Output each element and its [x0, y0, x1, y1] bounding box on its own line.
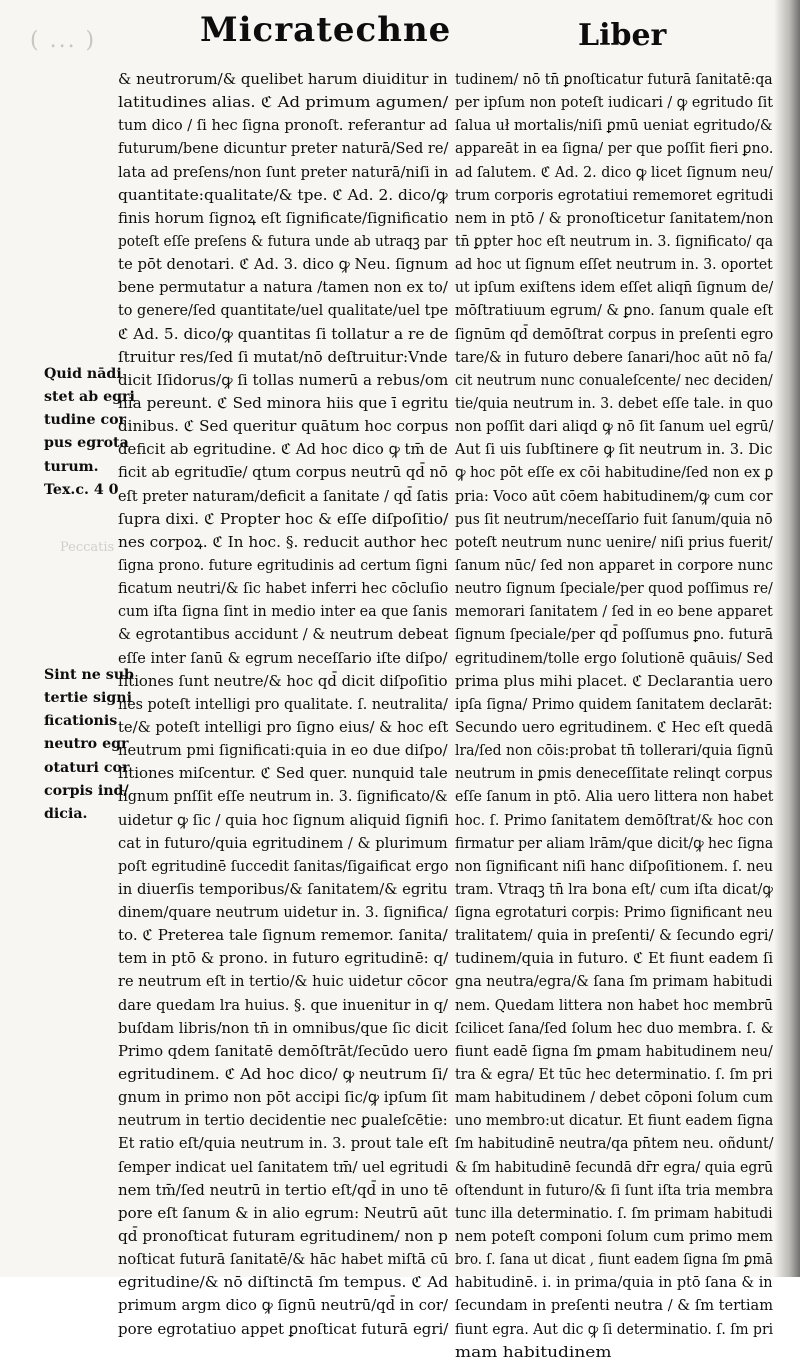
marginal-note-line: Sint ne sub: [44, 667, 134, 683]
text-line: tie/quia neutrum in. 3. debet eſſe tale. in quo: [455, 393, 774, 412]
text-line: bene permutatur a natura /tamen non ex to/: [118, 278, 448, 297]
text-line: noſticat futurā ſanitatē/& hāc habet miſtā cū: [118, 1250, 449, 1269]
text-line: neutrum in tertio decidentie nec ꝑualeſcētie:: [118, 1111, 448, 1130]
text-line: neutrum pmi ſignificati:quia in eo due diſpo/: [118, 741, 448, 760]
marginal-note-line: neutro egr: [44, 736, 129, 753]
text-line: per ipſum non poteſt iudicari / ꝙ egritudo ſit: [455, 93, 773, 112]
text-line: & ſm habitudinē ſecundā dr̄r egra/ quia egrū: [455, 1157, 773, 1176]
text-line: futurum/bene dicuntur preter naturā/Sed re/: [118, 139, 449, 158]
right-text-column: [455, 68, 773, 1364]
text-line: ficatum neutri/& ſic habet inferri hec cōcluſio: [118, 579, 449, 598]
text-line: non ſignificant niſi hanc diſpoſitionem. ſ. neu: [455, 856, 773, 875]
text-line: ſemper indicat uel ſanitatem tm̄/ uel egritudi: [118, 1157, 448, 1176]
text-line: buſdam libris/non tn̄ in omnibus/que ſic dicit: [118, 1018, 449, 1037]
text-line: pus ſit neutrum/neceſſario fuit ſanum/quia nō: [455, 509, 773, 528]
running-head-left: Micratechne: [200, 10, 452, 50]
text-line: ad ſalutem. ℭ Ad. 2. dico ꝙ licet ſignum neu/: [455, 162, 773, 181]
text-line: cum iſta ſigna ſint in medio inter ea que ſanis: [118, 602, 448, 621]
marginal-note-line: tudine cor: [44, 412, 127, 429]
marginal-note-line: turum.: [44, 458, 99, 475]
text-line: Et ratio eſt/quia neutrum in. 3. prout tale eſt: [118, 1134, 449, 1153]
bleed-through-text: ( ... ): [30, 28, 97, 53]
text-line: ſitiones ſunt neutre/& hoc qd̄ dicit diſpoſitio: [118, 671, 448, 690]
text-line: gna neutra/egra/& ſana ſm primam habitudi: [455, 972, 773, 991]
text-line: Aut ſi uis ſubſtinere ꝙ ſit neutrum in. 3. Dic: [455, 440, 773, 459]
text-line: nes corpoꝝ. ℭ In hoc. §. reducit author hec: [118, 532, 448, 551]
text-line: poteſt eſſe preſens & futura unde ab utraqꝫ par: [118, 231, 448, 250]
text-line: trum corporis egrotatiui rememoret egritudi: [455, 185, 774, 204]
marginal-note-line: corpis ind/: [44, 782, 129, 799]
text-line: in diuerſis temporibus/& ſanitatem/& egritu: [118, 879, 448, 898]
text-line: ſigna prono. future egritudinis ad certum ſigni: [118, 555, 448, 574]
text-line: to genere/ſed quantitate/uel qualitate/uel tpe: [118, 301, 449, 320]
text-line: egritudinem. ℭ Ad hoc dico/ ꝙ neutrum ſi/: [118, 1065, 448, 1084]
text-line: & egrotantibus accidunt / & neutrum debeat: [118, 625, 449, 644]
text-line: bro. ſ. ſana ut dicat , fiunt eadem ſigna ſm ꝑmā: [455, 1250, 773, 1269]
text-line: mōſtratiuum egrum/ & ꝑno. ſanum quale eſt: [455, 301, 774, 320]
text-line: re neutrum eſt in tertio/& huic uidetur cōcor: [118, 972, 448, 991]
text-line: eſſe ſanum in ptō. Alia uero littera non habet: [455, 787, 774, 806]
text-line: ſignūm qd̄ demōſtrat corpus in preſenti egro: [455, 324, 774, 343]
text-line: nia pereunt. ℭ Sed minora hiis que ī egritu: [118, 393, 449, 412]
text-line: nem in ptō / & pronoſticetur ſanitatem/non: [455, 208, 774, 227]
text-line: firmatur per aliam lrām/que dicit/ꝙ hec ſigna: [455, 833, 774, 852]
text-line: qd̄ pronoſticat futuram egritudinem/ non p: [118, 1227, 448, 1246]
ghost-marginal-text: Peccatis: [60, 540, 115, 555]
text-line: Secundo uero egritudinem. ℭ Hec eſt quedā: [455, 717, 774, 736]
text-line: dicit Iſidorus/ꝙ ſi tollas numerū a rebus/om: [118, 370, 449, 389]
text-line: lata ad preſens/non ſunt preter naturā/niſi in: [118, 162, 449, 181]
text-line: tra & egra/ Et tūc hec determinatio. ſ. ſm pri: [455, 1065, 773, 1084]
text-line: ſtruitur res/ſed ſi mutat/nō deſtruitur:Vnde: [118, 347, 448, 366]
text-line: prima plus mihi placet. ℭ Declarantia uero: [455, 671, 773, 690]
text-line: neutrum in ꝑmis deneceſſitate relinqt corpus: [455, 764, 773, 783]
text-line: ſignum pnſſit eſſe neutrum in. 3. ſignificato/&: [118, 787, 448, 806]
text-line: tare/& in futuro debere ſanari/hoc aūt nō fa/: [455, 347, 773, 366]
text-line: eſt preter naturam/deficit a ſanitate / qd̄ ſatis: [118, 486, 449, 505]
text-line: memorari ſanitatem / ſed in eo bene apparet: [455, 602, 773, 621]
text-line: ſcilicet ſana/ſed ſolum hec duo membra. ſ. &: [455, 1018, 774, 1037]
marginal-note-line: tertie signi: [44, 690, 132, 707]
text-line: deficit ab egritudine. ℭ Ad hoc dico ꝙ tm̄ de: [118, 440, 448, 459]
text-line: ad hoc ut ſignum eſſet neutrum in. 3. oportet: [455, 255, 773, 274]
text-line: oſtendunt in futuro/& ſi ſunt iſta tria membra: [455, 1180, 774, 1199]
text-line: dinem/quare neutrum uidetur in. 3. ſignifica/: [118, 903, 449, 922]
text-line: fiunt eadē ſigna ſm ꝑmam habitudinem neu/: [455, 1041, 773, 1060]
text-line: pria: Voco aūt cōem habitudinem/ꝙ cum cor: [455, 486, 773, 505]
text-line: fiunt egra. Aut dic ꝙ ſi determinatio. ſ. ſm pri: [455, 1319, 774, 1338]
text-line: Primo qdem ſanitatē demōſtrāt/ſecūdo uero: [118, 1041, 449, 1060]
text-line: latitudines alias. ℭ Ad primum agumen/: [118, 93, 449, 112]
text-line: tn̄ ꝑpter hoc eſt neutrum in. 3. ſignificato/ qa: [455, 231, 774, 250]
text-line: appareāt in ea ſigna/ per que poſſit fieri ꝑno.: [455, 139, 774, 158]
text-line: poſt egritudinē ſuccedit ſanitas/ſigaificat ergo: [118, 856, 449, 875]
marginal-note-line: Quid nādi: [44, 366, 122, 382]
marginal-note-line: pus egrota: [44, 435, 129, 452]
text-line: ſignum ſpeciale/per qd̄ poſſumus ꝑno. futurā: [455, 625, 774, 644]
text-line: ſm habitudinē neutra/qa pn̄tem neu. oñdunt/: [455, 1134, 774, 1153]
page-edge-shadow: [774, 0, 800, 1277]
text-line: ꝙ hoc pōt eſſe ex cōi habitudine/ſed non ex ꝑ: [455, 463, 774, 482]
marginal-note-line: stet ab egri: [44, 389, 135, 406]
text-line: finis horum ſignoꝝ eſt ſignificate/ſignificatio: [118, 208, 449, 227]
text-line: poteſt neutrum nunc uenire/ niſi prius fuerit/: [455, 532, 773, 551]
marginal-note-line: otaturi cor: [44, 759, 130, 776]
text-line: habitudinē. i. in prima/quia in ptō ſana & in: [455, 1273, 773, 1292]
text-line: ſupra dixi. ℭ Propter hoc & eſſe diſpoſitio/: [118, 509, 449, 528]
marginal-note-line: dicia.: [44, 805, 88, 822]
text-line: ut ipſum exiſtens idem eſſet aliqn̄ ſignum de/: [455, 278, 774, 297]
text-line: cit neutrum nunc conualeſcente/ nec deciden/: [455, 370, 773, 389]
text-line: to. ℭ Preterea tale ſignum rememor. ſanita/: [118, 926, 448, 945]
text-line: tudinem/ nō tn̄ ꝑnoſticatur futurā ſanitatē:qa: [455, 70, 773, 88]
left-text-column: [118, 68, 448, 1341]
text-line: tum dico / ſi hec ſigna pronoſt. referantur ad: [118, 116, 448, 135]
text-line: nem. Quedam littera non habet hoc membrū: [455, 995, 773, 1014]
marginal-note-line: Tex.c. 4 0: [44, 481, 119, 498]
text-line: tudinem/quia in futuro. ℭ Et fiunt eadem ſi: [455, 949, 774, 968]
text-line: te pōt denotari. ℭ Ad. 3. dico ꝙ Neu. ſignum: [118, 255, 449, 274]
text-line: ſitiones miſcentur. ℭ Sed quer. nunquid tale: [118, 764, 448, 783]
text-line: pore egrotatiuo appet ꝑnoſticat futurā egri/: [118, 1319, 449, 1338]
text-line: ſanum nūc/ ſed non apparet in corpore nunc: [455, 555, 774, 574]
text-line: tralitatem/ quia in preſenti/ & ſecundo egri/: [455, 926, 774, 945]
text-line: ſalua uł mortalis/niſi ꝑmū ueniat egritudo/&: [455, 116, 773, 135]
text-line: egritudine/& nō diſtinctā ſm tempus. ℭ Ad: [118, 1273, 449, 1292]
text-line: hoc. ſ. Primo ſanitatem demōſtrat/& hoc con: [455, 810, 774, 829]
text-line: primum argm dico ꝙ ſignū neutrū/qd̄ in cor/: [118, 1296, 448, 1315]
running-head-right: Liber: [578, 18, 667, 53]
text-line: tram. Vtraqꝫ tn̄ lra bona eſt/ cum iſta dicat/ꝙ: [455, 879, 773, 898]
marginal-note-line: ficationis: [44, 713, 118, 730]
text-line: neutro ſignum ſpeciale/per quod poſſimus re/: [455, 579, 773, 598]
text-line: dinibus. ℭ Sed queritur quātum hoc corpus: [118, 417, 449, 436]
text-line: mam habitudinem / debet cōponi ſolum cum: [455, 1088, 774, 1107]
text-line: nem poteſt componi ſolum cum primo mem: [455, 1227, 774, 1246]
text-line: nes poteſt intelligi pro qualitate. ſ. neutralita/: [118, 694, 448, 713]
text-line: egritudinem/tolle ergo ſolutionē quāuis/ Sed: [455, 648, 774, 667]
text-line: uidetur ꝙ ſic / quia hoc ſignum aliquid ſignifi: [118, 810, 449, 829]
text-line: ipſa ſigna/ Primo quidem ſanitatem declarāt:: [455, 694, 773, 713]
text-line: tem in ptō & prono. in futuro egritudinē: q/: [118, 949, 449, 968]
text-line: uno membro:ut dicatur. Et fiunt eadem ſigna: [455, 1111, 774, 1130]
text-line: ficit ab egritudīe/ qtum corpus neutrū qd̄ nō: [118, 463, 448, 482]
text-line: ſecundam in preſenti neutra / & ſm tertiam: [455, 1296, 774, 1315]
text-line: gnum in primo non pōt accipi ſic/ꝙ ipſum ſit: [118, 1088, 448, 1107]
text-line: tunc illa determinatio. ſ. ſm primam habitudi: [455, 1203, 773, 1222]
text-line: ℭ Ad. 5. dico/ꝙ quantitas ſi tollatur a re de: [118, 324, 449, 343]
text-line: dare quedam lra huius. §. que inuenitur in q/: [118, 995, 448, 1014]
text-line: & neutrorum/& quelibet harum diuiditur in: [118, 70, 448, 88]
text-line: pore eſt ſanum & in alio egrum: Neutrū aūt: [118, 1203, 448, 1222]
text-line: mam habitudinem: [455, 1342, 612, 1361]
text-line: nem tm̄/ſed neutrū in tertio eſt/qd̄ in uno tē: [118, 1180, 449, 1199]
text-line: lra/ſed non cōis:probat tn̄ tollerari/quia ſignū: [455, 741, 774, 760]
text-line: quantitate:qualitate/& tpe. ℭ Ad. 2. dico/ꝙ: [118, 185, 448, 204]
text-line: eſſe inter ſanū & egrum neceſſario iſte diſpo/: [118, 648, 448, 667]
text-line: non poſſit dari aliqd ꝙ nō ſit ſanum uel egrū/: [455, 417, 774, 436]
text-line: cat in futuro/quia egritudinem / & plurimum: [118, 833, 448, 852]
text-line: ſigna egrotaturi corpis: Primo ſignificant neu: [455, 903, 773, 922]
text-line: te/& poteſt intelligi pro ſigno eius/ & hoc eſt: [118, 717, 449, 736]
